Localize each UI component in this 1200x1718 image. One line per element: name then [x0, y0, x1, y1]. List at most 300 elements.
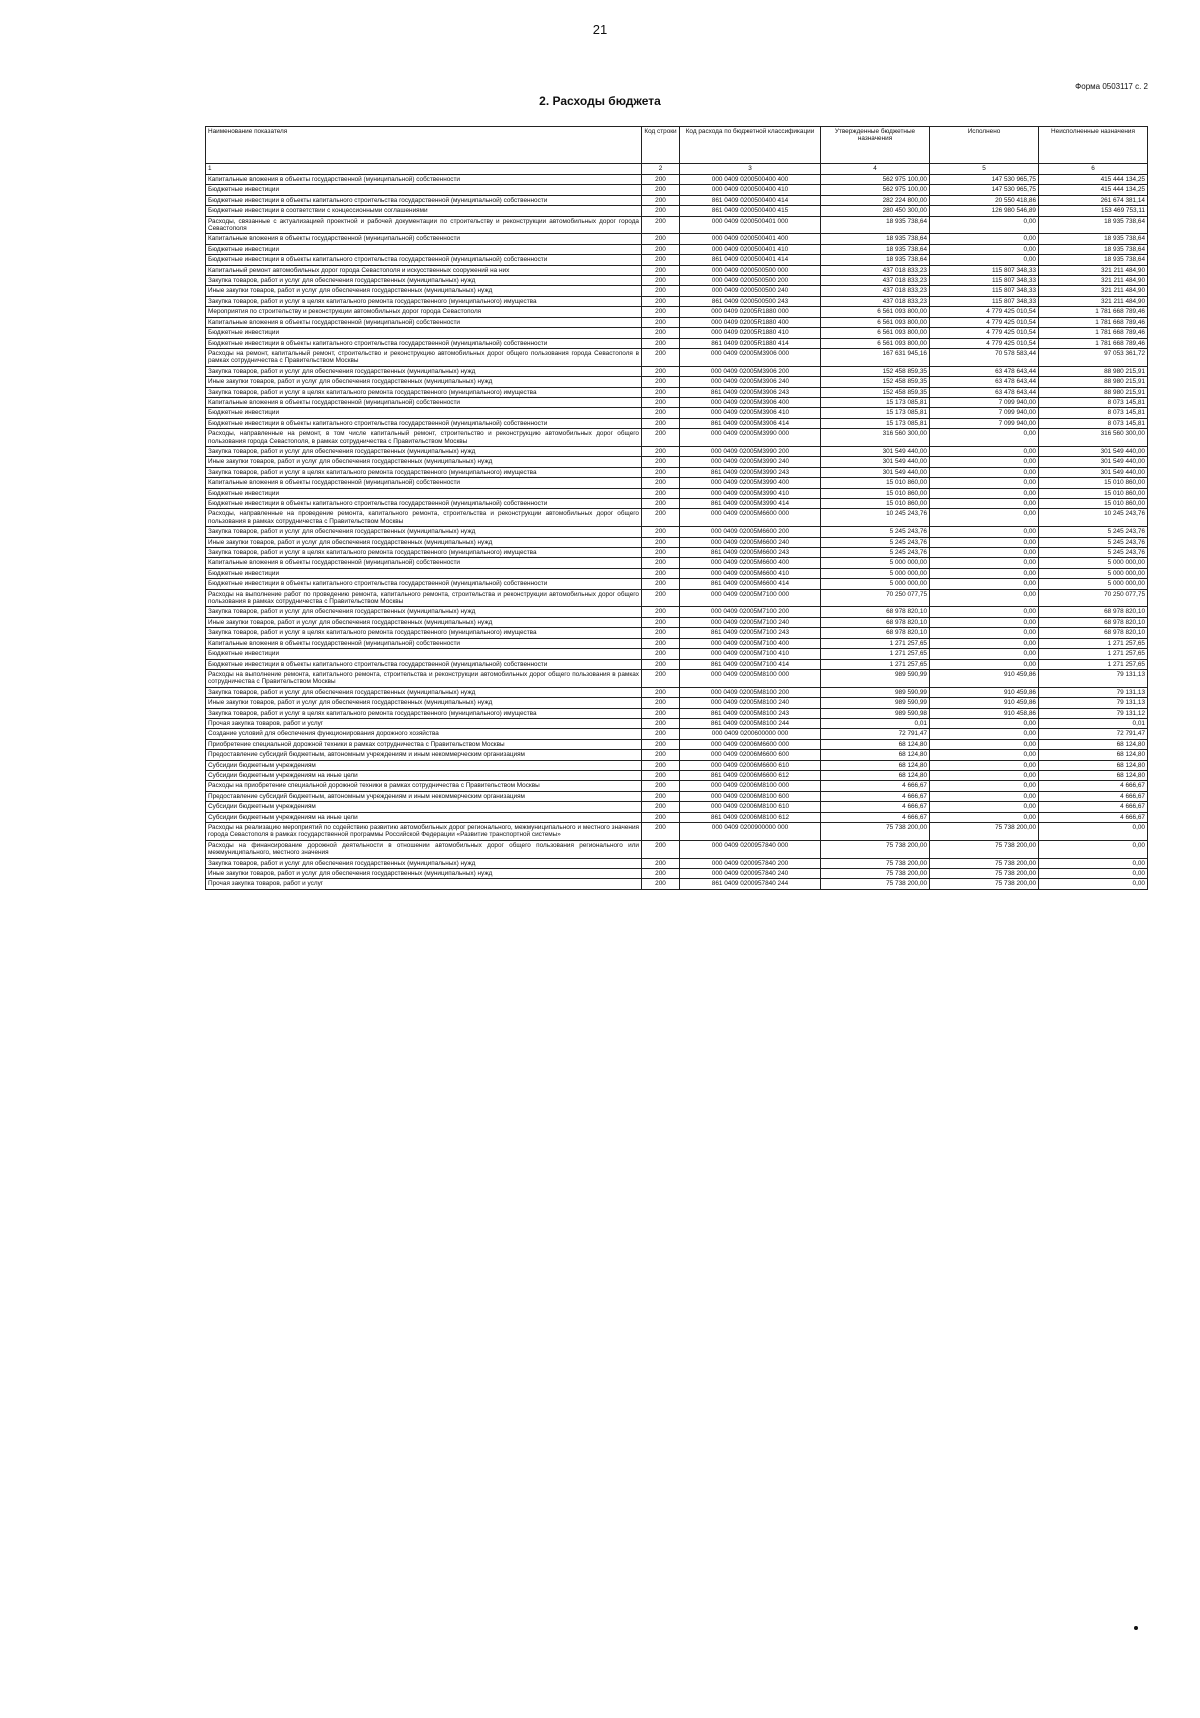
budget-expenses-table [205, 126, 1148, 890]
unexecuted-amount-cell: 4 666,67 [1039, 791, 1148, 801]
indicator-name-cell: Бюджетные инвестиции [206, 649, 642, 659]
approved-amount-cell: 167 631 945,16 [821, 348, 930, 366]
line-code-cell: 200 [642, 669, 680, 687]
unexecuted-amount-cell: 18 935 738,64 [1039, 255, 1148, 265]
line-code-cell: 200 [642, 739, 680, 749]
line-code-cell: 200 [642, 216, 680, 234]
indicator-name-cell: Капитальные вложения в объекты государственной (муниципальной) собственности [206, 317, 642, 327]
unexecuted-amount-cell: 79 131,13 [1039, 687, 1148, 697]
table-row [206, 328, 1148, 338]
indicator-name-cell: Бюджетные инвестиции [206, 185, 642, 195]
approved-amount-cell: 10 245 243,76 [821, 509, 930, 527]
executed-amount-cell: 0,00 [930, 628, 1039, 638]
expense-code-cell: 000 0409 02005R1880 400 [680, 317, 821, 327]
line-code-cell: 200 [642, 858, 680, 868]
line-code-cell: 200 [642, 255, 680, 265]
indicator-name-cell: Иные закупки товаров, работ и услуг для обеспечения государственных (муниципальных) нужд [206, 286, 642, 296]
executed-amount-cell: 0,00 [930, 802, 1039, 812]
indicator-name-cell: Расходы, направленные на ремонт, в том числе капитальный ремонт, строительство и реконструкцию автомобильных дорог общего пользования города Севастополя, в рамках сотрудничества с Правительством Москвы [206, 429, 642, 447]
indicator-name-cell: Закупка товаров, работ и услуг в целях капитального ремонта государственного (муниципального) имущества [206, 296, 642, 306]
expense-code-cell: 861 0409 02006M6600 612 [680, 770, 821, 780]
unexecuted-amount-cell: 1 781 668 789,46 [1039, 338, 1148, 348]
approved-amount-cell: 316 560 300,00 [821, 429, 930, 447]
column-index-row [206, 164, 1148, 175]
unexecuted-amount-cell: 0,00 [1039, 840, 1148, 858]
executed-amount-cell: 0,00 [930, 558, 1039, 568]
table-row [206, 770, 1148, 780]
line-code-cell: 200 [642, 457, 680, 467]
executed-amount-cell: 147 530 965,75 [930, 185, 1039, 195]
executed-amount-cell: 0,00 [930, 537, 1039, 547]
indicator-name-cell: Предоставление субсидий бюджетным, автономным учреждениям и иным некоммерческим организациям [206, 791, 642, 801]
expense-code-cell: 000 0409 0200500400 400 [680, 175, 821, 185]
unexecuted-amount-cell: 5 245 243,76 [1039, 548, 1148, 558]
expense-code-cell: 000 0409 0200600000 000 [680, 729, 821, 739]
line-code-cell: 200 [642, 348, 680, 366]
indicator-name-cell: Бюджетные инвестиции в объекты капитального строительства государственной (муниципальной) собственности [206, 338, 642, 348]
executed-amount-cell: 0,00 [930, 638, 1039, 648]
unexecuted-amount-cell: 18 935 738,64 [1039, 244, 1148, 254]
table-row [206, 617, 1148, 627]
unexecuted-amount-cell: 88 980 215,91 [1039, 387, 1148, 397]
expense-code-cell: 000 0409 02005M3906 240 [680, 377, 821, 387]
approved-amount-cell: 18 935 738,64 [821, 244, 930, 254]
table-row [206, 669, 1148, 687]
expense-code-cell: 000 0409 02005M3990 200 [680, 446, 821, 456]
line-code-cell: 200 [642, 698, 680, 708]
approved-amount-cell: 68 124,80 [821, 760, 930, 770]
approved-amount-cell: 1 271 257,65 [821, 659, 930, 669]
line-code-cell: 200 [642, 568, 680, 578]
table-row [206, 812, 1148, 822]
indicator-name-cell: Предоставление субсидий бюджетным, автономным учреждениям и иным некоммерческим организациям [206, 750, 642, 760]
line-code-cell: 200 [642, 617, 680, 627]
table-row [206, 387, 1148, 397]
table-row [206, 638, 1148, 648]
expense-code-cell: 861 0409 0200500500 243 [680, 296, 821, 306]
table-row [206, 558, 1148, 568]
unexecuted-amount-cell: 0,00 [1039, 858, 1148, 868]
unexecuted-amount-cell: 68 124,80 [1039, 739, 1148, 749]
approved-amount-cell: 989 590,99 [821, 698, 930, 708]
executed-amount-cell: 63 478 643,44 [930, 387, 1039, 397]
indicator-name-cell: Бюджетные инвестиции в объекты капитального строительства государственной (муниципальной) собственности [206, 499, 642, 509]
executed-amount-cell: 0,00 [930, 548, 1039, 558]
expense-code-cell: 000 0409 0200500401 000 [680, 216, 821, 234]
approved-amount-cell: 280 450 300,00 [821, 206, 930, 216]
line-code-cell: 200 [642, 276, 680, 286]
executed-amount-cell: 0,00 [930, 429, 1039, 447]
approved-amount-cell: 437 018 833,23 [821, 296, 930, 306]
expense-code-cell: 000 0409 02005R1880 000 [680, 307, 821, 317]
executed-amount-cell: 0,00 [930, 589, 1039, 607]
header-expense-code: Код расхода по бюджетной классификации [680, 127, 821, 164]
expense-code-cell: 000 0409 02005M7100 200 [680, 607, 821, 617]
expense-code-cell: 000 0409 02006M8100 600 [680, 791, 821, 801]
unexecuted-amount-cell: 4 666,67 [1039, 812, 1148, 822]
approved-amount-cell: 72 791,47 [821, 729, 930, 739]
approved-amount-cell: 4 666,67 [821, 812, 930, 822]
executed-amount-cell: 115 807 348,33 [930, 265, 1039, 275]
table-row [206, 446, 1148, 456]
expense-code-cell: 000 0409 02005M7100 410 [680, 649, 821, 659]
line-code-cell: 200 [642, 791, 680, 801]
approved-amount-cell: 68 978 820,10 [821, 607, 930, 617]
unexecuted-amount-cell: 10 245 243,76 [1039, 509, 1148, 527]
line-code-cell: 200 [642, 408, 680, 418]
line-code-cell: 200 [642, 478, 680, 488]
executed-amount-cell: 7 099 940,00 [930, 408, 1039, 418]
line-code-cell: 200 [642, 527, 680, 537]
approved-amount-cell: 437 018 833,23 [821, 265, 930, 275]
approved-amount-cell: 68 124,80 [821, 750, 930, 760]
line-code-cell: 200 [642, 317, 680, 327]
executed-amount-cell: 0,00 [930, 234, 1039, 244]
indicator-name-cell: Закупка товаров, работ и услуг в целях капитального ремонта государственного (муниципального) имущества [206, 708, 642, 718]
indicator-name-cell: Прочая закупка товаров, работ и услуг [206, 718, 642, 728]
approved-amount-cell: 15 010 860,00 [821, 499, 930, 509]
indicator-name-cell: Бюджетные инвестиции в соответствии с концессионными соглашениями [206, 206, 642, 216]
indicator-name-cell: Субсидии бюджетным учреждениям на иные цели [206, 812, 642, 822]
indicator-name-cell: Расходы, направленные на проведение ремонта, капитального ремонта, строительства и реконструкции автомобильных дорог общего пользования в рамках сотрудничества с Правительством Москвы [206, 509, 642, 527]
line-code-cell: 200 [642, 488, 680, 498]
expense-code-cell: 000 0409 02005M7100 400 [680, 638, 821, 648]
expense-code-cell: 861 0409 02005M7100 414 [680, 659, 821, 669]
executed-amount-cell: 0,00 [930, 781, 1039, 791]
executed-amount-cell: 70 578 583,44 [930, 348, 1039, 366]
approved-amount-cell: 18 935 738,64 [821, 234, 930, 244]
executed-amount-cell: 147 530 965,75 [930, 175, 1039, 185]
executed-amount-cell: 7 099 940,00 [930, 397, 1039, 407]
indicator-name-cell: Закупка товаров, работ и услуг в целях капитального ремонта государственного (муниципального) имущества [206, 628, 642, 638]
executed-amount-cell: 4 779 425 010,54 [930, 338, 1039, 348]
expense-code-cell: 861 0409 02005M3906 243 [680, 387, 821, 397]
executed-amount-cell: 75 738 200,00 [930, 840, 1039, 858]
header-unexecuted: Неисполненные назначения [1039, 127, 1148, 164]
indicator-name-cell: Бюджетные инвестиции [206, 328, 642, 338]
executed-amount-cell: 20 550 418,86 [930, 195, 1039, 205]
executed-amount-cell: 0,00 [930, 255, 1039, 265]
line-code-cell: 200 [642, 579, 680, 589]
expense-code-cell: 000 0409 02005M3990 240 [680, 457, 821, 467]
indicator-name-cell: Расходы на финансирование дорожной деятельности в отношении автомобильных дорог общего пользования регионального или межмуниципального, местного значения [206, 840, 642, 858]
executed-amount-cell: 0,00 [930, 446, 1039, 456]
unexecuted-amount-cell: 8 073 145,81 [1039, 408, 1148, 418]
line-code-cell: 200 [642, 781, 680, 791]
unexecuted-amount-cell: 1 271 257,65 [1039, 659, 1148, 669]
table-row [206, 649, 1148, 659]
unexecuted-amount-cell: 1 781 668 789,46 [1039, 307, 1148, 317]
executed-amount-cell: 115 807 348,33 [930, 286, 1039, 296]
line-code-cell: 200 [642, 708, 680, 718]
line-code-cell: 200 [642, 307, 680, 317]
expense-code-cell: 000 0409 0200500500 200 [680, 276, 821, 286]
indicator-name-cell: Иные закупки товаров, работ и услуг для обеспечения государственных (муниципальных) нужд [206, 377, 642, 387]
executed-amount-cell: 75 738 200,00 [930, 823, 1039, 841]
expense-code-cell: 861 0409 0200500400 414 [680, 195, 821, 205]
column-index-cell: 5 [930, 164, 1039, 175]
line-code-cell: 200 [642, 718, 680, 728]
table-row [206, 589, 1148, 607]
approved-amount-cell: 562 975 100,00 [821, 185, 930, 195]
expense-code-cell: 000 0409 0200500401 410 [680, 244, 821, 254]
line-code-cell: 200 [642, 840, 680, 858]
executed-amount-cell: 0,00 [930, 649, 1039, 659]
approved-amount-cell: 4 666,67 [821, 802, 930, 812]
unexecuted-amount-cell: 301 549 440,00 [1039, 446, 1148, 456]
line-code-cell: 200 [642, 729, 680, 739]
unexecuted-amount-cell: 321 211 484,90 [1039, 276, 1148, 286]
executed-amount-cell: 63 478 643,44 [930, 377, 1039, 387]
table-row [206, 307, 1148, 317]
line-code-cell: 200 [642, 328, 680, 338]
unexecuted-amount-cell: 8 073 145,81 [1039, 397, 1148, 407]
approved-amount-cell: 75 738 200,00 [821, 879, 930, 889]
line-code-cell: 200 [642, 802, 680, 812]
indicator-name-cell: Закупка товаров, работ и услуг для обеспечения государственных (муниципальных) нужд [206, 527, 642, 537]
line-code-cell: 200 [642, 750, 680, 760]
executed-amount-cell: 0,00 [930, 607, 1039, 617]
indicator-name-cell: Закупка товаров, работ и услуг в целях капитального ремонта государственного (муниципального) имущества [206, 548, 642, 558]
line-code-cell: 200 [642, 195, 680, 205]
expense-code-cell: 000 0409 02006M6600 610 [680, 760, 821, 770]
indicator-name-cell: Закупка товаров, работ и услуг в целях капитального ремонта государственного (муниципального) имущества [206, 467, 642, 477]
indicator-name-cell: Бюджетные инвестиции в объекты капитального строительства государственной (муниципальной) собственности [206, 659, 642, 669]
table-row [206, 234, 1148, 244]
approved-amount-cell: 70 250 077,75 [821, 589, 930, 607]
indicator-name-cell: Закупка товаров, работ и услуг для обеспечения государственных (муниципальных) нужд [206, 276, 642, 286]
expense-code-cell: 000 0409 02005M6600 400 [680, 558, 821, 568]
unexecuted-amount-cell: 261 674 381,14 [1039, 195, 1148, 205]
line-code-cell: 200 [642, 687, 680, 697]
table-row [206, 478, 1148, 488]
table-row [206, 659, 1148, 669]
indicator-name-cell: Капитальные вложения в объекты государственной (муниципальной) собственности [206, 175, 642, 185]
indicator-name-cell: Бюджетные инвестиции [206, 244, 642, 254]
line-code-cell: 200 [642, 869, 680, 879]
line-code-cell: 200 [642, 558, 680, 568]
executed-amount-cell: 0,00 [930, 739, 1039, 749]
table-row [206, 607, 1148, 617]
approved-amount-cell: 301 549 440,00 [821, 446, 930, 456]
indicator-name-cell: Мероприятия по строительству и реконструкции автомобильных дорог города Севастополя [206, 307, 642, 317]
executed-amount-cell: 0,00 [930, 457, 1039, 467]
line-code-cell: 200 [642, 338, 680, 348]
approved-amount-cell: 5 245 243,76 [821, 548, 930, 558]
table-row [206, 858, 1148, 868]
approved-amount-cell: 68 124,80 [821, 770, 930, 780]
unexecuted-amount-cell: 68 124,80 [1039, 770, 1148, 780]
column-index-cell: 2 [642, 164, 680, 175]
unexecuted-amount-cell: 68 124,80 [1039, 760, 1148, 770]
executed-amount-cell: 7 099 940,00 [930, 418, 1039, 428]
expense-code-cell: 861 0409 02005M8100 244 [680, 718, 821, 728]
unexecuted-amount-cell: 316 560 300,00 [1039, 429, 1148, 447]
unexecuted-amount-cell: 15 010 860,00 [1039, 488, 1148, 498]
line-code-cell: 200 [642, 649, 680, 659]
table-row [206, 879, 1148, 889]
indicator-name-cell: Расходы, связанные с актуализацией проектной и рабочей документации по строительству и реконструкции автомобильных дорог города Севастополя [206, 216, 642, 234]
unexecuted-amount-cell: 0,00 [1039, 879, 1148, 889]
table-row [206, 175, 1148, 185]
approved-amount-cell: 6 561 093 800,00 [821, 317, 930, 327]
approved-amount-cell: 5 000 000,00 [821, 579, 930, 589]
column-index-cell: 1 [206, 164, 642, 175]
approved-amount-cell: 562 975 100,00 [821, 175, 930, 185]
executed-amount-cell: 75 738 200,00 [930, 879, 1039, 889]
unexecuted-amount-cell: 79 131,12 [1039, 708, 1148, 718]
table-row [206, 397, 1148, 407]
expense-code-cell: 000 0409 02005M6600 240 [680, 537, 821, 547]
approved-amount-cell: 6 561 093 800,00 [821, 338, 930, 348]
table-row [206, 537, 1148, 547]
unexecuted-amount-cell: 68 978 820,10 [1039, 607, 1148, 617]
form-code: Форма 0503117 с. 2 [1075, 82, 1148, 91]
executed-amount-cell: 910 459,86 [930, 669, 1039, 687]
indicator-name-cell: Закупка товаров, работ и услуг для обеспечения государственных (муниципальных) нужд [206, 858, 642, 868]
indicator-name-cell: Расходы на ремонт, капитальный ремонт, строительство и реконструкцию автомобильных дорог общего пользования города Севастополя в рамках сотрудничества с Правительством Москвы [206, 348, 642, 366]
table-row [206, 823, 1148, 841]
document-title: 2. Расходы бюджета [539, 94, 661, 108]
line-code-cell: 200 [642, 397, 680, 407]
indicator-name-cell: Капитальные вложения в объекты государственной (муниципальной) собственности [206, 478, 642, 488]
line-code-cell: 200 [642, 812, 680, 822]
executed-amount-cell: 0,00 [930, 499, 1039, 509]
approved-amount-cell: 1 271 257,65 [821, 638, 930, 648]
line-code-cell: 200 [642, 823, 680, 841]
unexecuted-amount-cell: 72 791,47 [1039, 729, 1148, 739]
executed-amount-cell: 75 738 200,00 [930, 869, 1039, 879]
expense-code-cell: 861 0409 0200500400 415 [680, 206, 821, 216]
approved-amount-cell: 301 549 440,00 [821, 457, 930, 467]
approved-amount-cell: 15 010 860,00 [821, 488, 930, 498]
executed-amount-cell: 4 779 425 010,54 [930, 328, 1039, 338]
line-code-cell: 200 [642, 659, 680, 669]
expense-code-cell: 000 0409 02006M8100 610 [680, 802, 821, 812]
table-row [206, 408, 1148, 418]
header-indicator-name: Наименование показателя [206, 127, 642, 164]
table-row [206, 739, 1148, 749]
table-row [206, 317, 1148, 327]
table-row [206, 729, 1148, 739]
unexecuted-amount-cell: 321 211 484,90 [1039, 286, 1148, 296]
approved-amount-cell: 152 458 859,35 [821, 387, 930, 397]
expense-code-cell: 000 0409 0200957840 200 [680, 858, 821, 868]
expense-code-cell: 861 0409 0200500401 414 [680, 255, 821, 265]
unexecuted-amount-cell: 18 935 738,64 [1039, 216, 1148, 234]
unexecuted-amount-cell: 5 000 000,00 [1039, 568, 1148, 578]
approved-amount-cell: 152 458 859,35 [821, 377, 930, 387]
indicator-name-cell: Создание условий для обеспечения функционирования дорожного хозяйства [206, 729, 642, 739]
unexecuted-amount-cell: 68 124,80 [1039, 750, 1148, 760]
approved-amount-cell: 4 666,67 [821, 791, 930, 801]
unexecuted-amount-cell: 0,00 [1039, 823, 1148, 841]
indicator-name-cell: Бюджетные инвестиции в объекты капитального строительства государственной (муниципальной) собственности [206, 418, 642, 428]
unexecuted-amount-cell: 8 073 145,81 [1039, 418, 1148, 428]
expense-code-cell: 000 0409 02006M8100 000 [680, 781, 821, 791]
line-code-cell: 200 [642, 234, 680, 244]
expense-code-cell: 861 0409 02005M6600 414 [680, 579, 821, 589]
table-row [206, 488, 1148, 498]
executed-amount-cell: 910 458,86 [930, 708, 1039, 718]
executed-amount-cell: 4 779 425 010,54 [930, 317, 1039, 327]
executed-amount-cell: 0,00 [930, 750, 1039, 760]
line-code-cell: 200 [642, 638, 680, 648]
table-row [206, 802, 1148, 812]
table-row [206, 255, 1148, 265]
indicator-name-cell: Закупка товаров, работ и услуг в целях капитального ремонта государственного (муниципального) имущества [206, 387, 642, 397]
executed-amount-cell: 0,00 [930, 718, 1039, 728]
table-row [206, 791, 1148, 801]
unexecuted-amount-cell: 4 666,67 [1039, 802, 1148, 812]
scan-dot-mark [1134, 1626, 1138, 1630]
indicator-name-cell: Иные закупки товаров, работ и услуг для обеспечения государственных (муниципальных) нужд [206, 869, 642, 879]
indicator-name-cell: Прочая закупка товаров, работ и услуг [206, 879, 642, 889]
line-code-cell: 200 [642, 377, 680, 387]
line-code-cell: 200 [642, 879, 680, 889]
approved-amount-cell: 1 271 257,65 [821, 649, 930, 659]
approved-amount-cell: 5 245 243,76 [821, 527, 930, 537]
line-code-cell: 200 [642, 607, 680, 617]
approved-amount-cell: 15 173 085,81 [821, 408, 930, 418]
approved-amount-cell: 0,01 [821, 718, 930, 728]
table-row [206, 527, 1148, 537]
approved-amount-cell: 152 458 859,35 [821, 366, 930, 376]
line-code-cell: 200 [642, 429, 680, 447]
line-code-cell: 200 [642, 467, 680, 477]
unexecuted-amount-cell: 70 250 077,75 [1039, 589, 1148, 607]
expense-code-cell: 000 0409 02005M7100 000 [680, 589, 821, 607]
table-row [206, 718, 1148, 728]
table-row [206, 750, 1148, 760]
line-code-cell: 200 [642, 366, 680, 376]
unexecuted-amount-cell: 97 053 361,72 [1039, 348, 1148, 366]
approved-amount-cell: 989 590,99 [821, 687, 930, 697]
unexecuted-amount-cell: 15 010 860,00 [1039, 499, 1148, 509]
executed-amount-cell: 0,00 [930, 579, 1039, 589]
unexecuted-amount-cell: 153 469 753,11 [1039, 206, 1148, 216]
table-row [206, 840, 1148, 858]
header-line-code: Код строки [642, 127, 680, 164]
expense-code-cell: 000 0409 0200500500 000 [680, 265, 821, 275]
unexecuted-amount-cell: 15 010 860,00 [1039, 478, 1148, 488]
expense-code-cell: 000 0409 02005R1880 410 [680, 328, 821, 338]
approved-amount-cell: 15 010 860,00 [821, 478, 930, 488]
expense-code-cell: 861 0409 02005M7100 243 [680, 628, 821, 638]
approved-amount-cell: 15 173 085,81 [821, 418, 930, 428]
table-row [206, 366, 1148, 376]
table-row [206, 781, 1148, 791]
unexecuted-amount-cell: 79 131,13 [1039, 698, 1148, 708]
table-row [206, 687, 1148, 697]
approved-amount-cell: 301 549 440,00 [821, 467, 930, 477]
executed-amount-cell: 910 459,86 [930, 698, 1039, 708]
unexecuted-amount-cell: 1 271 257,65 [1039, 649, 1148, 659]
header-executed: Исполнено [930, 127, 1039, 164]
unexecuted-amount-cell: 415 444 134,25 [1039, 185, 1148, 195]
table-row [206, 296, 1148, 306]
expense-code-cell: 000 0409 0200500500 240 [680, 286, 821, 296]
expense-code-cell: 000 0409 02005M3990 410 [680, 488, 821, 498]
expenses-table-container [205, 126, 1148, 890]
indicator-name-cell: Приобретение специальной дорожной техники в рамках сотрудничества с Правительством Москвы [206, 739, 642, 749]
table-row [206, 216, 1148, 234]
line-code-cell: 200 [642, 418, 680, 428]
table-row [206, 195, 1148, 205]
table-row [206, 348, 1148, 366]
table-row [206, 579, 1148, 589]
indicator-name-cell: Бюджетные инвестиции [206, 568, 642, 578]
